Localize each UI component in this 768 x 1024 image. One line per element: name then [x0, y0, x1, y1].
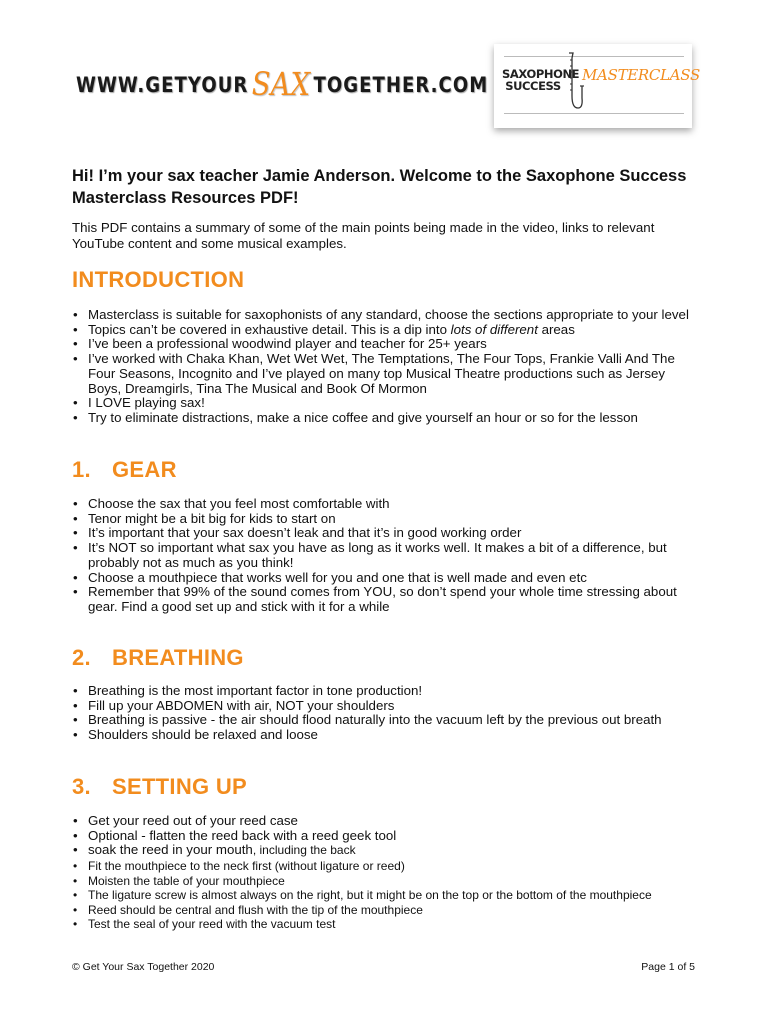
badge-line-2: SUCCESS	[505, 79, 561, 93]
list-item	[72, 323, 692, 338]
welcome-heading: Hi! I’m your sax teacher Jamie Anderson. Welcome to the Saxophone Success Masterclass Resources PDF!	[72, 167, 687, 207]
badge-bottom-rule	[504, 113, 684, 114]
saxophone-icon	[560, 50, 584, 114]
gear-list	[72, 497, 692, 615]
masterclass-badge	[494, 44, 700, 128]
section-number: 1.	[72, 457, 91, 482]
list-item-emphasis: lots of different	[450, 321, 538, 337]
section-number: 2.	[72, 645, 91, 670]
list-item: • I LOVE playing sax!	[72, 396, 692, 411]
list-item: • Get your reed out of your reed case	[72, 814, 692, 829]
list-item: • Choose the sax that you feel most comfortable with	[72, 497, 692, 512]
section-title-text: GEAR	[112, 457, 177, 482]
list-item: • Remember that 99% of the sound comes from YOU, so don’t spend your whole time stressing about gear. Find a good set up and stick with it for a while	[72, 585, 692, 614]
badge-title	[502, 67, 580, 93]
list-item: • Shoulders should be relaxed and loose	[72, 728, 692, 743]
list-item: • Moisten the table of your mouthpiece	[72, 874, 692, 889]
badge-masterclass: MASTERCLASS	[582, 66, 700, 84]
section-title-gear	[72, 457, 177, 483]
footer-page-number: Page 1 of 5	[641, 961, 695, 973]
list-item: • I’ve worked with Chaka Khan, Wet Wet Wet, The Temptations, The Four Tops, Frankie Valli And The Four Seasons, Incognito and I’ve played on many top Musical Theatre productions such as Jersey Boys, Dreamgirls, Tina The Musical and Book Of Mormon	[72, 352, 692, 396]
list-item-text: soak the reed in your mouth	[88, 842, 253, 858]
badge-line-1: SAXOPHONE	[502, 67, 580, 81]
list-item: • Fill up your ABDOMEN with air, NOT your shoulders	[72, 699, 692, 714]
list-item: • It’s important that your sax doesn’t leak and that it’s in good working order	[72, 526, 692, 541]
intro-paragraph: This PDF contains a summary of some of the main points being made in the video, links to relevant YouTube content and some musical examples.	[72, 220, 655, 251]
section-title-breathing	[72, 645, 244, 671]
list-item-text: areas	[537, 321, 575, 337]
section-title-introduction	[72, 267, 244, 293]
list-item-text: , including the back	[252, 843, 356, 858]
list-item: • Test the seal of your reed with the vacuum test	[72, 917, 692, 932]
list-item: • Fit the mouthpiece to the neck first (without ligature or reed)	[72, 859, 692, 874]
site-logo-url	[76, 62, 489, 103]
section-title-text: BREATHING	[112, 645, 244, 670]
list-item: • I’ve been a professional woodwind player and teacher for 25+ years	[72, 337, 692, 352]
list-item: • Choose a mouthpiece that works well for you and one that is well made and even etc	[72, 571, 692, 586]
list-item: • It’s NOT so important what sax you have as long as it works well. It makes a bit of a difference, but probably not as much as you think!	[72, 541, 692, 570]
list-item: • The ligature screw is almost always on the right, but it might be on the top or the bottom of the mouthpiece	[72, 888, 692, 903]
logo-sax-word: SAX	[251, 65, 311, 103]
list-item-text: Topics can’t be covered in exhaustive detail. This is a dip into	[88, 321, 451, 337]
section-title-setting-up	[72, 774, 247, 800]
section-title-text: SETTING UP	[112, 774, 248, 799]
list-item: • Optional - flatten the reed back with a reed geek tool	[72, 829, 692, 844]
list-item: • Breathing is passive - the air should flood naturally into the vacuum left by the previous out breath	[72, 713, 692, 728]
breathing-list	[72, 684, 692, 743]
logo-url-suffix: TOGETHER.COM	[313, 73, 489, 97]
footer-copyright: © Get Your Sax Together 2020	[72, 961, 215, 973]
list-item	[72, 843, 692, 858]
list-item: • Reed should be central and flush with the tip of the mouthpiece	[72, 903, 692, 918]
badge-top-rule	[504, 56, 684, 57]
list-item: • Try to eliminate distractions, make a nice coffee and give yourself an hour or so for the lesson	[72, 411, 692, 426]
introduction-list	[72, 308, 692, 426]
section-title-text: INTRODUCTION	[72, 267, 245, 292]
list-item: • Breathing is the most important factor in tone production!	[72, 684, 692, 699]
logo-url-prefix: WWW.GETYOUR	[76, 73, 249, 97]
list-item: • Masterclass is suitable for saxophonists of any standard, choose the sections appropriate to your level	[72, 308, 692, 323]
list-item: • Tenor might be a bit big for kids to start on	[72, 512, 692, 527]
setting-up-list	[72, 814, 692, 858]
section-number: 3.	[72, 774, 91, 799]
setting-up-list-continued	[72, 859, 692, 932]
